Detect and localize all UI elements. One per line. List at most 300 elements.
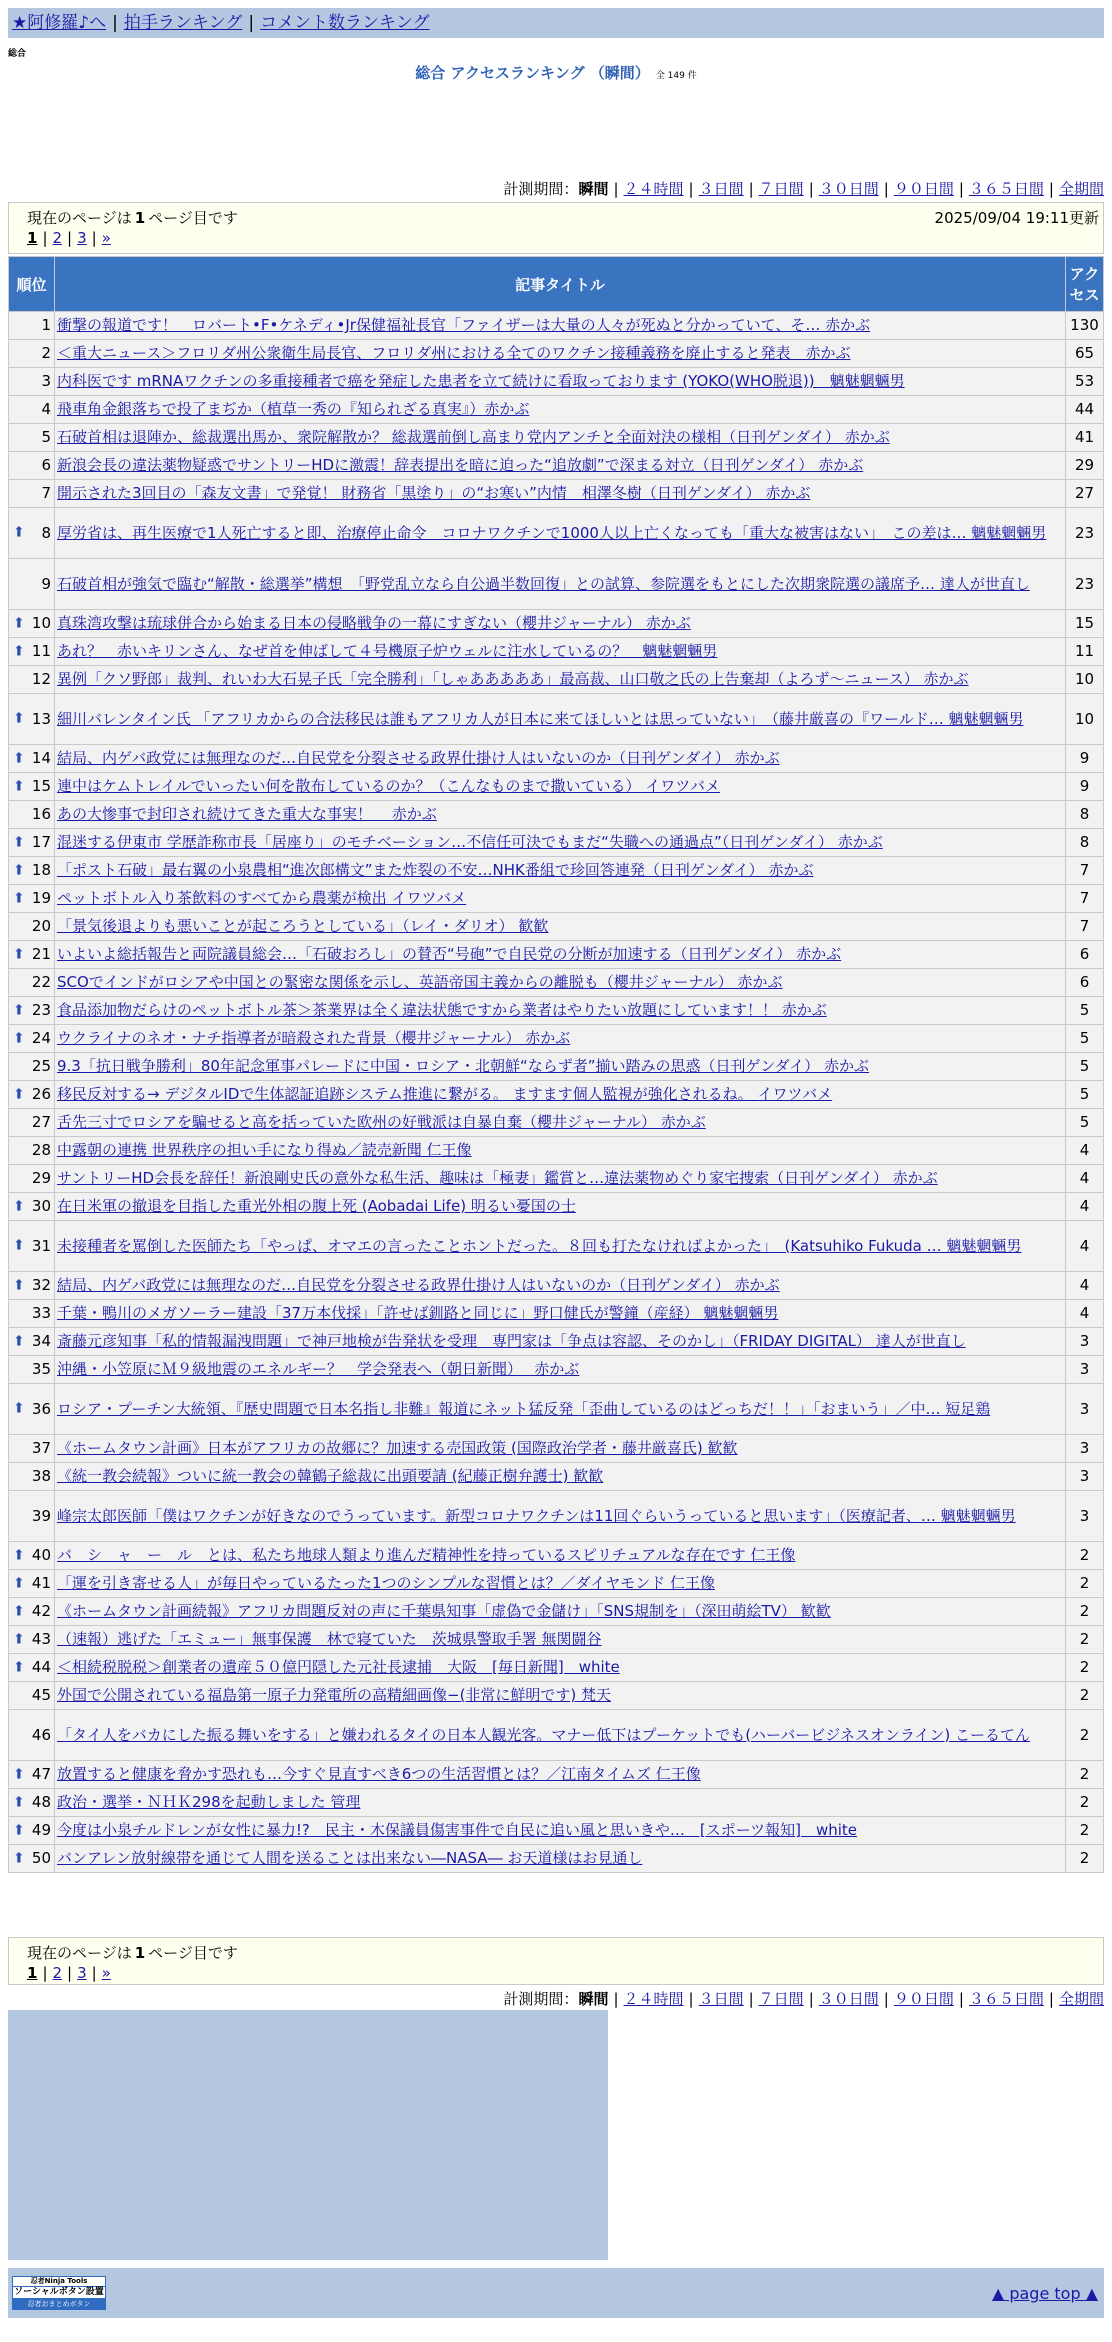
table-row [9,396,1104,424]
rank-up-arrow-icon: ⬆ [13,1547,25,1563]
rank-cell [9,1845,55,1873]
access-count: 7 [1066,913,1104,941]
rank-cell [9,1435,55,1463]
article-title-link[interactable]: サントリーHD会長を辞任！新浪剛史氏の意外な私生活、趣味は「極妻」鑑賞と…違法薬物めぐり家宅捜索（日刊ゲンダイ） 赤かぶ [57,1169,938,1187]
article-title-link[interactable]: 在日米軍の撤退を目指した重光外相の腹上死 (Aobadai Life) 明るい憂国の士 [57,1197,576,1215]
table-row [9,1761,1104,1789]
title-cell [55,610,1066,638]
rank-number: 32 [31,1276,51,1294]
nav-separator: | [248,13,255,33]
rank-up-arrow-icon: ⬆ [13,1198,25,1214]
period-option[interactable]: ９０日間 [893,1990,954,2008]
rank-cell [9,396,55,424]
period-option[interactable]: 全期間 [1058,1990,1104,2008]
table-row [9,1384,1104,1435]
period-option[interactable]: ７日間 [758,180,804,198]
article-title-link[interactable]: 新浪会長の違法薬物疑惑でサントリーHDに激震！辞表提出を暗に迫った“追放劇”で深まる対立（日刊ゲンダイ） 赤かぶ [57,456,864,474]
table-row [9,1570,1104,1598]
access-count: 9 [1066,745,1104,773]
access-count: 3 [1066,1356,1104,1384]
access-count: 3 [1066,1435,1104,1463]
title-cell [55,1682,1066,1710]
access-count: 6 [1066,941,1104,969]
table-row [9,745,1104,773]
rank-cell [9,885,55,913]
article-title-link[interactable]: 異例「クソ野郎」裁判、れいわ大石晃子氏「完全勝利」「しゃあああああ」最高裁、山口敬之氏の上告棄却（よろず〜ニュース） 赤かぶ [57,670,969,688]
period-option[interactable]: ７日間 [758,1990,804,2008]
rank-number: 6 [41,456,51,474]
article-title-link[interactable]: 内科医です mRNAワクチンの多重接種者で癌を発症した患者を立て続けに看取っております (YOKO(WHO脱退)) 魑魅魍魎男 [57,372,905,390]
rank-up-arrow-icon: ⬆ [13,710,25,727]
pager-separator: | [67,229,73,247]
article-title-link[interactable]: あの大惨事で封印され続けてきた重大な事実！ 赤かぶ [57,805,437,823]
rank-cell [9,340,55,368]
title-cell [55,1300,1066,1328]
article-title-link[interactable]: （速報）逃げた「エミュー」無事保護 林で寝ていた 茨城県警取手署 無関闘谷 [57,1630,602,1648]
rank-number: 38 [31,1467,51,1485]
access-count: 5 [1066,1025,1104,1053]
rank-up-arrow-icon: ⬆ [13,946,25,962]
period-separator: | [613,1990,619,2008]
title-cell [55,1328,1066,1356]
access-count: 8 [1066,829,1104,857]
table-row [9,1356,1104,1384]
article-title-link[interactable]: 結局、内ゲバ政党には無理なのだ…自民党を分裂させる政界仕掛け人はいないのか（日刊ゲンダイ） 赤かぶ [57,749,780,767]
article-title-link[interactable]: 真珠湾攻撃は琉球併合から始まる日本の侵略戦争の一幕にすぎない（櫻井ジャーナル） 赤かぶ [57,614,691,632]
table-row [9,452,1104,480]
title-cell [55,368,1066,396]
article-title-link[interactable]: 石破首相は退陣か、総裁選出馬か、衆院解散か？ 総裁選前倒し高まり党内アンチと全面対決の様相（日刊ゲンダイ） 赤かぶ [57,428,890,446]
rank-cell [9,1272,55,1300]
header-title: 記事タイトル [55,257,1066,312]
period-selector-bottom [503,1988,1104,2009]
access-count: 2 [1066,1817,1104,1845]
rank-number: 39 [31,1506,51,1525]
rank-up-arrow-icon: ⬆ [13,1400,25,1417]
title-cell [55,1845,1066,1873]
rank-up-arrow-icon: ⬆ [13,1603,25,1619]
rank-up-arrow-icon: ⬆ [13,1822,25,1838]
access-count: 3 [1066,1384,1104,1435]
period-option[interactable]: 全期間 [1058,180,1104,198]
table-row [9,1598,1104,1626]
access-count: 2 [1066,1626,1104,1654]
rank-number: 34 [31,1332,51,1350]
title-cell [55,1435,1066,1463]
period-option[interactable]: ３日間 [698,180,744,198]
rank-up-arrow-icon: ⬆ [13,750,25,766]
title-cell [55,1570,1066,1598]
table-row [9,694,1104,745]
rank-up-arrow-icon: ⬆ [13,1659,25,1675]
rank-number: 22 [31,973,51,991]
article-title-link[interactable]: バンアレン放射線帯を通じて人間を送ることは出来ない―NASA― お天道様はお見通し [57,1849,643,1867]
rank-up-arrow-icon: ⬆ [13,890,25,906]
ranking-table-body [9,312,1104,1873]
rank-cell [9,424,55,452]
table-row [9,1328,1104,1356]
access-count: 65 [1066,340,1104,368]
pager-bottom [8,1937,1104,1985]
table-row [9,312,1104,340]
rank-up-arrow-icon: ⬆ [13,1237,25,1254]
access-count: 5 [1066,1053,1104,1081]
table-row [9,969,1104,997]
rank-cell [9,480,55,508]
access-count: 2 [1066,1598,1104,1626]
rank-cell [9,1463,55,1491]
rank-cell [9,610,55,638]
access-count: 6 [1066,969,1104,997]
pager-page-current: 1 [27,229,38,247]
table-row [9,913,1104,941]
rank-number: 20 [31,917,51,935]
title-cell [55,1542,1066,1570]
article-title-link[interactable]: 放置すると健康を脅かす恐れも…今すぐ見直すべき6つの生活習慣とは？／江南タイムズ 仁王像 [57,1765,701,1783]
rank-up-arrow-icon: ⬆ [13,615,25,631]
access-count: 10 [1066,666,1104,694]
table-row [9,638,1104,666]
table-row [9,1845,1104,1873]
period-current: 瞬間 [578,1990,609,2008]
rank-cell [9,1193,55,1221]
rank-cell [9,1356,55,1384]
table-row [9,1193,1104,1221]
rank-cell [9,452,55,480]
period-option[interactable]: ３日間 [698,1990,744,2008]
title-cell [55,1598,1066,1626]
table-row [9,1491,1104,1542]
title-cell [55,452,1066,480]
period-option[interactable]: ２４時間 [623,180,684,198]
table-row [9,1221,1104,1272]
article-title-link[interactable]: ウクライナのネオ・ナチ指導者が暗殺された背景（櫻井ジャーナル） 赤かぶ [57,1029,571,1047]
table-row [9,424,1104,452]
access-count: 41 [1066,424,1104,452]
title-cell [55,1081,1066,1109]
ninja-badge-line2: ソーシャルボタン設置 [14,2287,104,2297]
title-cell [55,1654,1066,1682]
rank-cell [9,969,55,997]
table-row [9,1272,1104,1300]
article-title-link[interactable]: 開示された3回目の「森友文書」で発覚！ 財務省「黒塗り」の“お寒い”内情 相澤冬樹（日刊ゲンダイ） 赤かぶ [57,484,811,502]
period-option[interactable]: ９０日間 [893,180,954,198]
pager-page-link[interactable]: » [101,229,111,247]
pager-separator: | [91,229,97,247]
page-top-link[interactable]: ▲ page top ▲ [991,2284,1098,2303]
article-title-link[interactable]: 混迷する伊東市 学歴詐称市長「居座り」のモチベーション…不信任可決でもまだ“失職への通過点”（日刊ゲンダイ） 赤かぶ [57,833,883,851]
title-cell [55,694,1066,745]
article-title-link[interactable]: 中露朝の連携 世界秩序の担い手になり得ぬ／読売新聞 仁王像 [57,1141,472,1159]
rank-up-arrow-icon: ⬆ [13,643,25,659]
period-separator: | [688,1990,694,2008]
table-row [9,1463,1104,1491]
title-cell [55,1491,1066,1542]
title-cell [55,1025,1066,1053]
article-title-link[interactable]: 飛車角金銀落ちで投了まぢか（植草一秀の『知られざる真実』）赤かぶ [57,400,530,418]
period-separator: | [748,180,754,198]
link-comment-ranking[interactable]: コメント数ランキング [260,13,430,33]
ninja-social-button-badge[interactable] [12,2276,106,2310]
table-row [9,1137,1104,1165]
table-row [9,610,1104,638]
article-title-link[interactable]: ＜重大ニュース＞フロリダ州公衆衛生局長官、フロリダ州における全てのワクチン接種義務を廃止すると発表 赤かぶ [57,344,851,362]
period-option[interactable]: ３６５日間 [968,1990,1044,2008]
rank-cell [9,1626,55,1654]
article-title-link[interactable]: 千葉・鴨川のメガソーラー建設「37万本伐採」「許せば釧路と同じに」野口健氏が警鐘（産経） 魑魅魍魎男 [57,1304,779,1322]
rank-number: 33 [31,1304,51,1322]
table-row [9,1081,1104,1109]
title-cell [55,666,1066,694]
rank-up-arrow-icon: ⬆ [13,778,25,794]
article-title-link[interactable]: 沖縄・小笠原にＭ９級地震のエネルギー？ 学会発表へ（朝日新聞） 赤かぶ [57,1360,580,1378]
title-cell [55,559,1066,610]
table-row [9,885,1104,913]
access-count: 23 [1066,508,1104,559]
rank-number: 15 [31,777,51,795]
pager-separator: | [91,1964,97,1982]
article-title-link[interactable]: ペットボトル入り茶飲料のすべてから農薬が検出 イワツバメ [57,889,467,907]
pager-page-link[interactable]: 2 [52,1964,63,1982]
rank-number: 28 [31,1141,51,1159]
article-title-link[interactable]: 「景気後退よりも悪いことが起ころうとしている」（レイ・ダリオ） 歓歓 [57,917,549,935]
rank-cell [9,1654,55,1682]
article-title-link[interactable]: 峰宗太郎医師「僕はワクチンが好きなのでうっています。新型コロナワクチンは11回ぐらいうっていると思います」（医療記者、… 魑魅魍魎男 [57,1506,1016,1525]
article-title-link[interactable]: 今度は小泉チルドレンが女性に暴力!? 民主・木保議員傷害事件で自民に追い風と思いきや… [スポーツ報知] white [57,1821,858,1839]
table-row [9,1682,1104,1710]
article-title-link[interactable]: 未接種者を罵倒した医師たち「やっぱ、オマエの言ったことホントだった。８回も打たなければよかった」 (Katsuhiko Fukuda … 魑魅魍魎男 [57,1236,1022,1255]
title-cell [55,1710,1066,1761]
rank-up-arrow-icon: ⬆ [13,1631,25,1647]
table-row [9,857,1104,885]
access-count: 2 [1066,1710,1104,1761]
rank-number: 47 [31,1765,51,1783]
period-separator: | [808,180,814,198]
pager-page-link[interactable]: 3 [77,1964,87,1982]
rank-up-arrow-icon: ⬆ [13,1030,25,1046]
access-count: 27 [1066,480,1104,508]
table-row [9,1710,1104,1761]
article-title-link[interactable]: ＜相続税脱税＞創業者の遺産５０億円隠した元社長逮捕 大阪 [毎日新聞] white [57,1658,620,1676]
title-cell [55,997,1066,1025]
rank-number: 11 [31,642,51,660]
title-cell [55,745,1066,773]
total-count: 全 149 件 [655,71,697,81]
title-cell [55,1463,1066,1491]
access-count: 2 [1066,1761,1104,1789]
rank-number: 12 [31,670,51,688]
title-cell [55,857,1066,885]
article-title-link[interactable]: 外国で公開されている福島第一原子力発電所の高精細画像−(非常に鮮明です) 梵天 [57,1686,612,1704]
period-separator: | [1048,180,1054,198]
rank-cell [9,508,55,559]
rank-cell [9,773,55,801]
rank-number: 43 [31,1630,51,1648]
article-title-link[interactable]: 石破首相が強気で臨む“解散・総選挙”構想 「野党乱立なら自公過半数回復」との試算、参院選をもとにした次期衆院選の議席予… 達人が世直し [57,574,1030,593]
rank-number: 8 [41,523,51,542]
article-title-link[interactable]: 《ホームタウン計画続報》アフリカ問題反対の声に千葉県知事「虚偽で金儲け」「SNS規制を」（深田萌絵TV） 歓歓 [57,1602,831,1620]
title-cell [55,941,1066,969]
rank-cell [9,1165,55,1193]
table-row [9,1165,1104,1193]
rank-cell [9,1682,55,1710]
rank-cell [9,997,55,1025]
title-cell [55,508,1066,559]
pager-page-link[interactable]: » [101,1964,111,1982]
table-row [9,1300,1104,1328]
title-cell [55,773,1066,801]
article-title-link[interactable]: 移民反対する→ デジタルIDで生体認証追跡システム推進に繋がる。 ますます個人監視が強化されるね。 イワツバメ [57,1085,833,1103]
article-title-link[interactable]: バ シ ャ ー ル とは、私たち地球人類より進んだ精神性を持っているスピリチュアルな存在です 仁王像 [57,1546,796,1564]
title-cell [55,1626,1066,1654]
title-cell [55,829,1066,857]
table-row [9,941,1104,969]
rank-number: 46 [31,1725,51,1744]
table-header-row [9,257,1104,312]
rank-number: 5 [41,428,51,446]
article-title-link[interactable]: 舌先三寸でロシアを騙せると高を括っていた欧州の好戦派は自暴自棄（櫻井ジャーナル） 赤かぶ [57,1113,706,1131]
ninja-badge-line1: 忍者Ninja Tools [30,2277,88,2285]
rank-cell [9,1081,55,1109]
rank-number: 42 [31,1602,51,1620]
rank-number: 31 [31,1236,51,1255]
pager-page-link[interactable]: 2 [52,229,63,247]
nav-separator: | [112,13,118,33]
article-title-link[interactable]: 政治・選挙・ＮＨＫ298を起動しました 管理 [57,1793,361,1811]
table-row [9,508,1104,559]
table-row [9,559,1104,610]
pager-links [27,229,111,247]
pager-page-link[interactable]: 3 [77,229,87,247]
period-option[interactable]: ３６５日間 [968,180,1044,198]
updated-timestamp: 2025/09/04 19:11更新 [934,209,1099,227]
access-count: 8 [1066,801,1104,829]
rank-cell [9,1300,55,1328]
table-row [9,1435,1104,1463]
access-count: 53 [1066,368,1104,396]
rank-number: 13 [31,709,51,728]
title-cell [55,1221,1066,1272]
access-count: 4 [1066,1221,1104,1272]
period-selector-top [503,178,1104,199]
period-label: 計測期間： [503,180,579,198]
article-title-link[interactable]: 細川バレンタイン氏 「アフリカからの合法移民は誰もアフリカ人が日本に来てほしいとは思っていない」 （藤井厳喜の『ワールド… 魑魅魍魎男 [57,709,1024,728]
article-title-link[interactable]: あれ？ 赤いキリンさん、なぜ首を伸ばして４号機原子炉ウェルに注水しているの？ 魑魅魍魎男 [57,642,718,660]
period-option[interactable]: ３０日間 [818,1990,879,2008]
article-title-link[interactable]: 衝撃の報道です！ ロバート•F•ケネディ•Jr保健福祉長官「ファイザーは大量の人々が死ぬと分かっていて、そ… 赤かぶ [57,316,871,334]
table-row [9,1626,1104,1654]
top-nav-bar [8,8,1104,38]
ninja-badge-line3: 忍者おまとめボタン [13,2299,105,2309]
table-row [9,1025,1104,1053]
article-title-link[interactable]: 「運を引き寄せる人」が毎日やっているたった1つのシンプルな習慣とは？／ダイヤモンド 仁王像 [57,1574,716,1592]
article-title-link[interactable]: 《統一教会続報》ついに統一教会の韓鶴子総裁に出頭要請 (紀藤正樹弁護士) 歓歓 [57,1467,604,1485]
article-title-link[interactable]: 連中はケムトレイルでいったい何を散布しているのか？（こんなものまで撒いている） イワツバメ [57,777,720,795]
pager-separator: | [67,1964,73,1982]
rank-number: 9 [41,574,51,593]
title-cell [55,480,1066,508]
access-count: 4 [1066,1300,1104,1328]
period-option[interactable]: ３０日間 [818,180,879,198]
article-title-link[interactable]: 厚労省は、再生医療で1人死亡すると即、治療停止命令 コロナワクチンで1000人以上亡くなっても「重大な被害はない」 この差は… 魑魅魍魎男 [57,523,1047,542]
rank-number: 30 [31,1197,51,1215]
title-cell [55,1193,1066,1221]
header-access: アクセス [1066,257,1104,312]
ranking-table [8,256,1104,1873]
rank-cell [9,913,55,941]
title-cell [55,969,1066,997]
article-title-link[interactable]: 「ポスト石破」最右翼の小泉農相“進次郎構文”また炸裂の不安…NHK番組で珍回答連発（日刊ゲンダイ） 赤かぶ [57,861,814,879]
rank-number: 25 [31,1057,51,1075]
pager-top [8,202,1104,254]
article-title-link[interactable]: いよいよ総括報告と両院議員総会…「石破おろし」の賛否“号砲”で自民党の分断が加速する（日刊ゲンダイ） 赤かぶ [57,945,842,963]
rank-cell [9,1570,55,1598]
rank-number: 16 [31,805,51,823]
article-title-link[interactable]: 斎藤元彦知事「私的情報漏洩問題」で神戸地検が告発状を受理 専門家は「争点は容認、そのかし」（FRIDAY DIGITAL） 達人が世直し [57,1332,966,1350]
pager-separator: | [42,229,48,247]
article-title-link[interactable]: 食品添加物だらけのペットボトル茶＞茶業界は全く違法状態ですから業者はやりたい放題にしています！！ 赤かぶ [57,1001,827,1019]
access-count: 2 [1066,1682,1104,1710]
ad-placeholder [8,2010,608,2260]
access-count: 4 [1066,1193,1104,1221]
link-applause-ranking[interactable]: 拍手ランキング [123,13,243,33]
page-title [0,62,1112,83]
period-separator: | [883,180,889,198]
rank-cell [9,1137,55,1165]
pager-current-page: 1 [134,1944,146,1962]
rank-number: 18 [31,861,51,879]
table-row [9,997,1104,1025]
title-cell [55,340,1066,368]
rank-cell [9,1542,55,1570]
rank-cell [9,312,55,340]
pager-status [27,207,238,228]
article-title-link[interactable]: 9.3「抗日戦争勝利」80年記念軍事パレードに中国・ロシア・北朝鮮“ならず者”揃い踏みの思惑（日刊ゲンダイ） 赤かぶ [57,1057,870,1075]
access-count: 4 [1066,1272,1104,1300]
link-ashura-home[interactable]: ★阿修羅♪へ [12,13,107,33]
period-separator: | [958,180,964,198]
access-count: 3 [1066,1328,1104,1356]
rank-cell [9,1384,55,1435]
table-row [9,480,1104,508]
rank-number: 29 [31,1169,51,1187]
rank-number: 40 [31,1546,51,1564]
article-title-link[interactable]: 《ホームタウン計画》日本がアフリカの故郷に？加速する売国政策 (国際政治学者・藤井厳喜氏) 歓歓 [57,1439,738,1457]
article-title-link[interactable]: ロシア・プーチン大統領、『歴史問題で日本名指し非難』報道にネット猛反発「歪曲しているのはどっちだ！！」「おまいう」／中… 短足鶏 [57,1399,991,1418]
access-count: 4 [1066,1137,1104,1165]
rank-cell [9,1109,55,1137]
period-option[interactable]: ２４時間 [623,1990,684,2008]
access-count: 2 [1066,1542,1104,1570]
rank-up-arrow-icon: ⬆ [13,1766,25,1782]
pager-prefix: 現在のページは [27,209,132,227]
table-row [9,368,1104,396]
article-title-link[interactable]: 「タイ人をバカにした振る舞いをする」と嫌われるタイの日本人観光客。マナー低下はプーケットでも(ハーバービジネスオンライン) こーるてん [57,1725,1030,1744]
rank-up-arrow-icon: ⬆ [13,1575,25,1591]
rank-cell [9,1761,55,1789]
rank-up-arrow-icon: ⬆ [13,1794,25,1810]
article-title-link[interactable]: 結局、内ゲバ政党には無理なのだ…自民党を分裂させる政界仕掛け人はいないのか（日刊ゲンダイ） 赤かぶ [57,1276,780,1294]
table-row [9,1817,1104,1845]
access-count: 4 [1066,1165,1104,1193]
title-cell [55,1817,1066,1845]
access-count: 7 [1066,857,1104,885]
period-current: 瞬間 [578,180,609,198]
rank-cell [9,559,55,610]
table-row [9,1654,1104,1682]
article-title-link[interactable]: SCOでインドがロシアや中国との緊密な関係を示し、英語帝国主義からの離脱も（櫻井ジャーナル） 赤かぶ [57,973,783,991]
access-count: 10 [1066,694,1104,745]
